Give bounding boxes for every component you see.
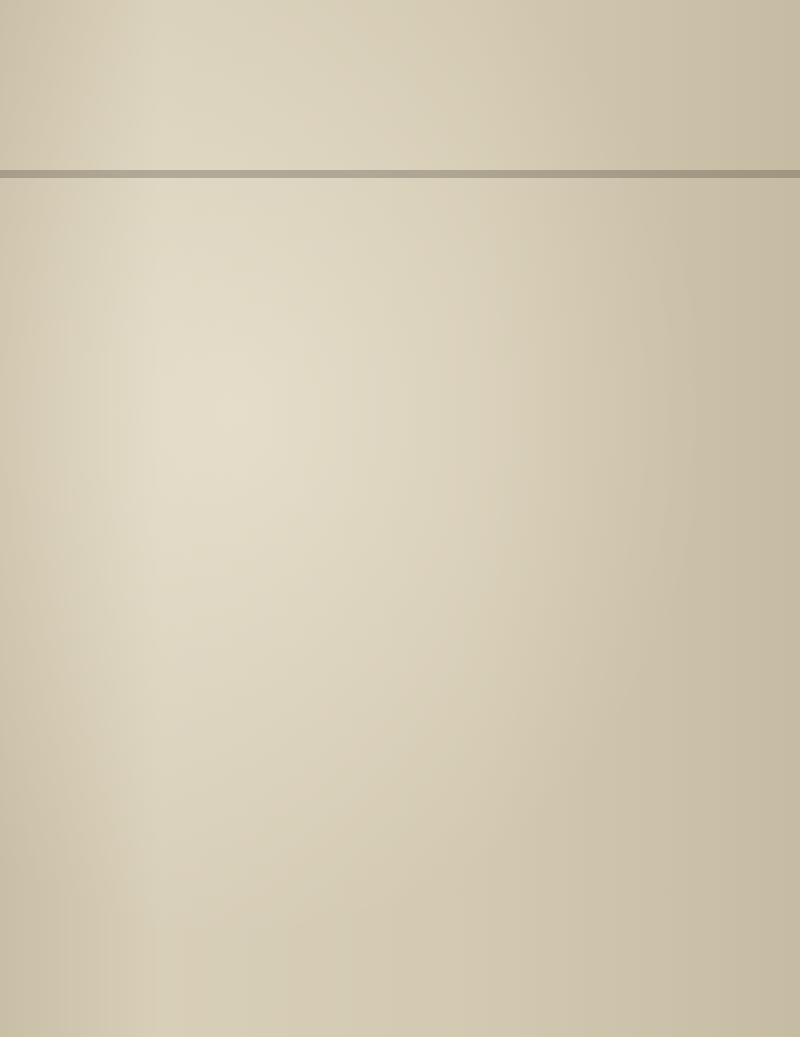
ornament-underline bbox=[0, 170, 800, 178]
ornamental-header-band bbox=[0, 0, 800, 185]
